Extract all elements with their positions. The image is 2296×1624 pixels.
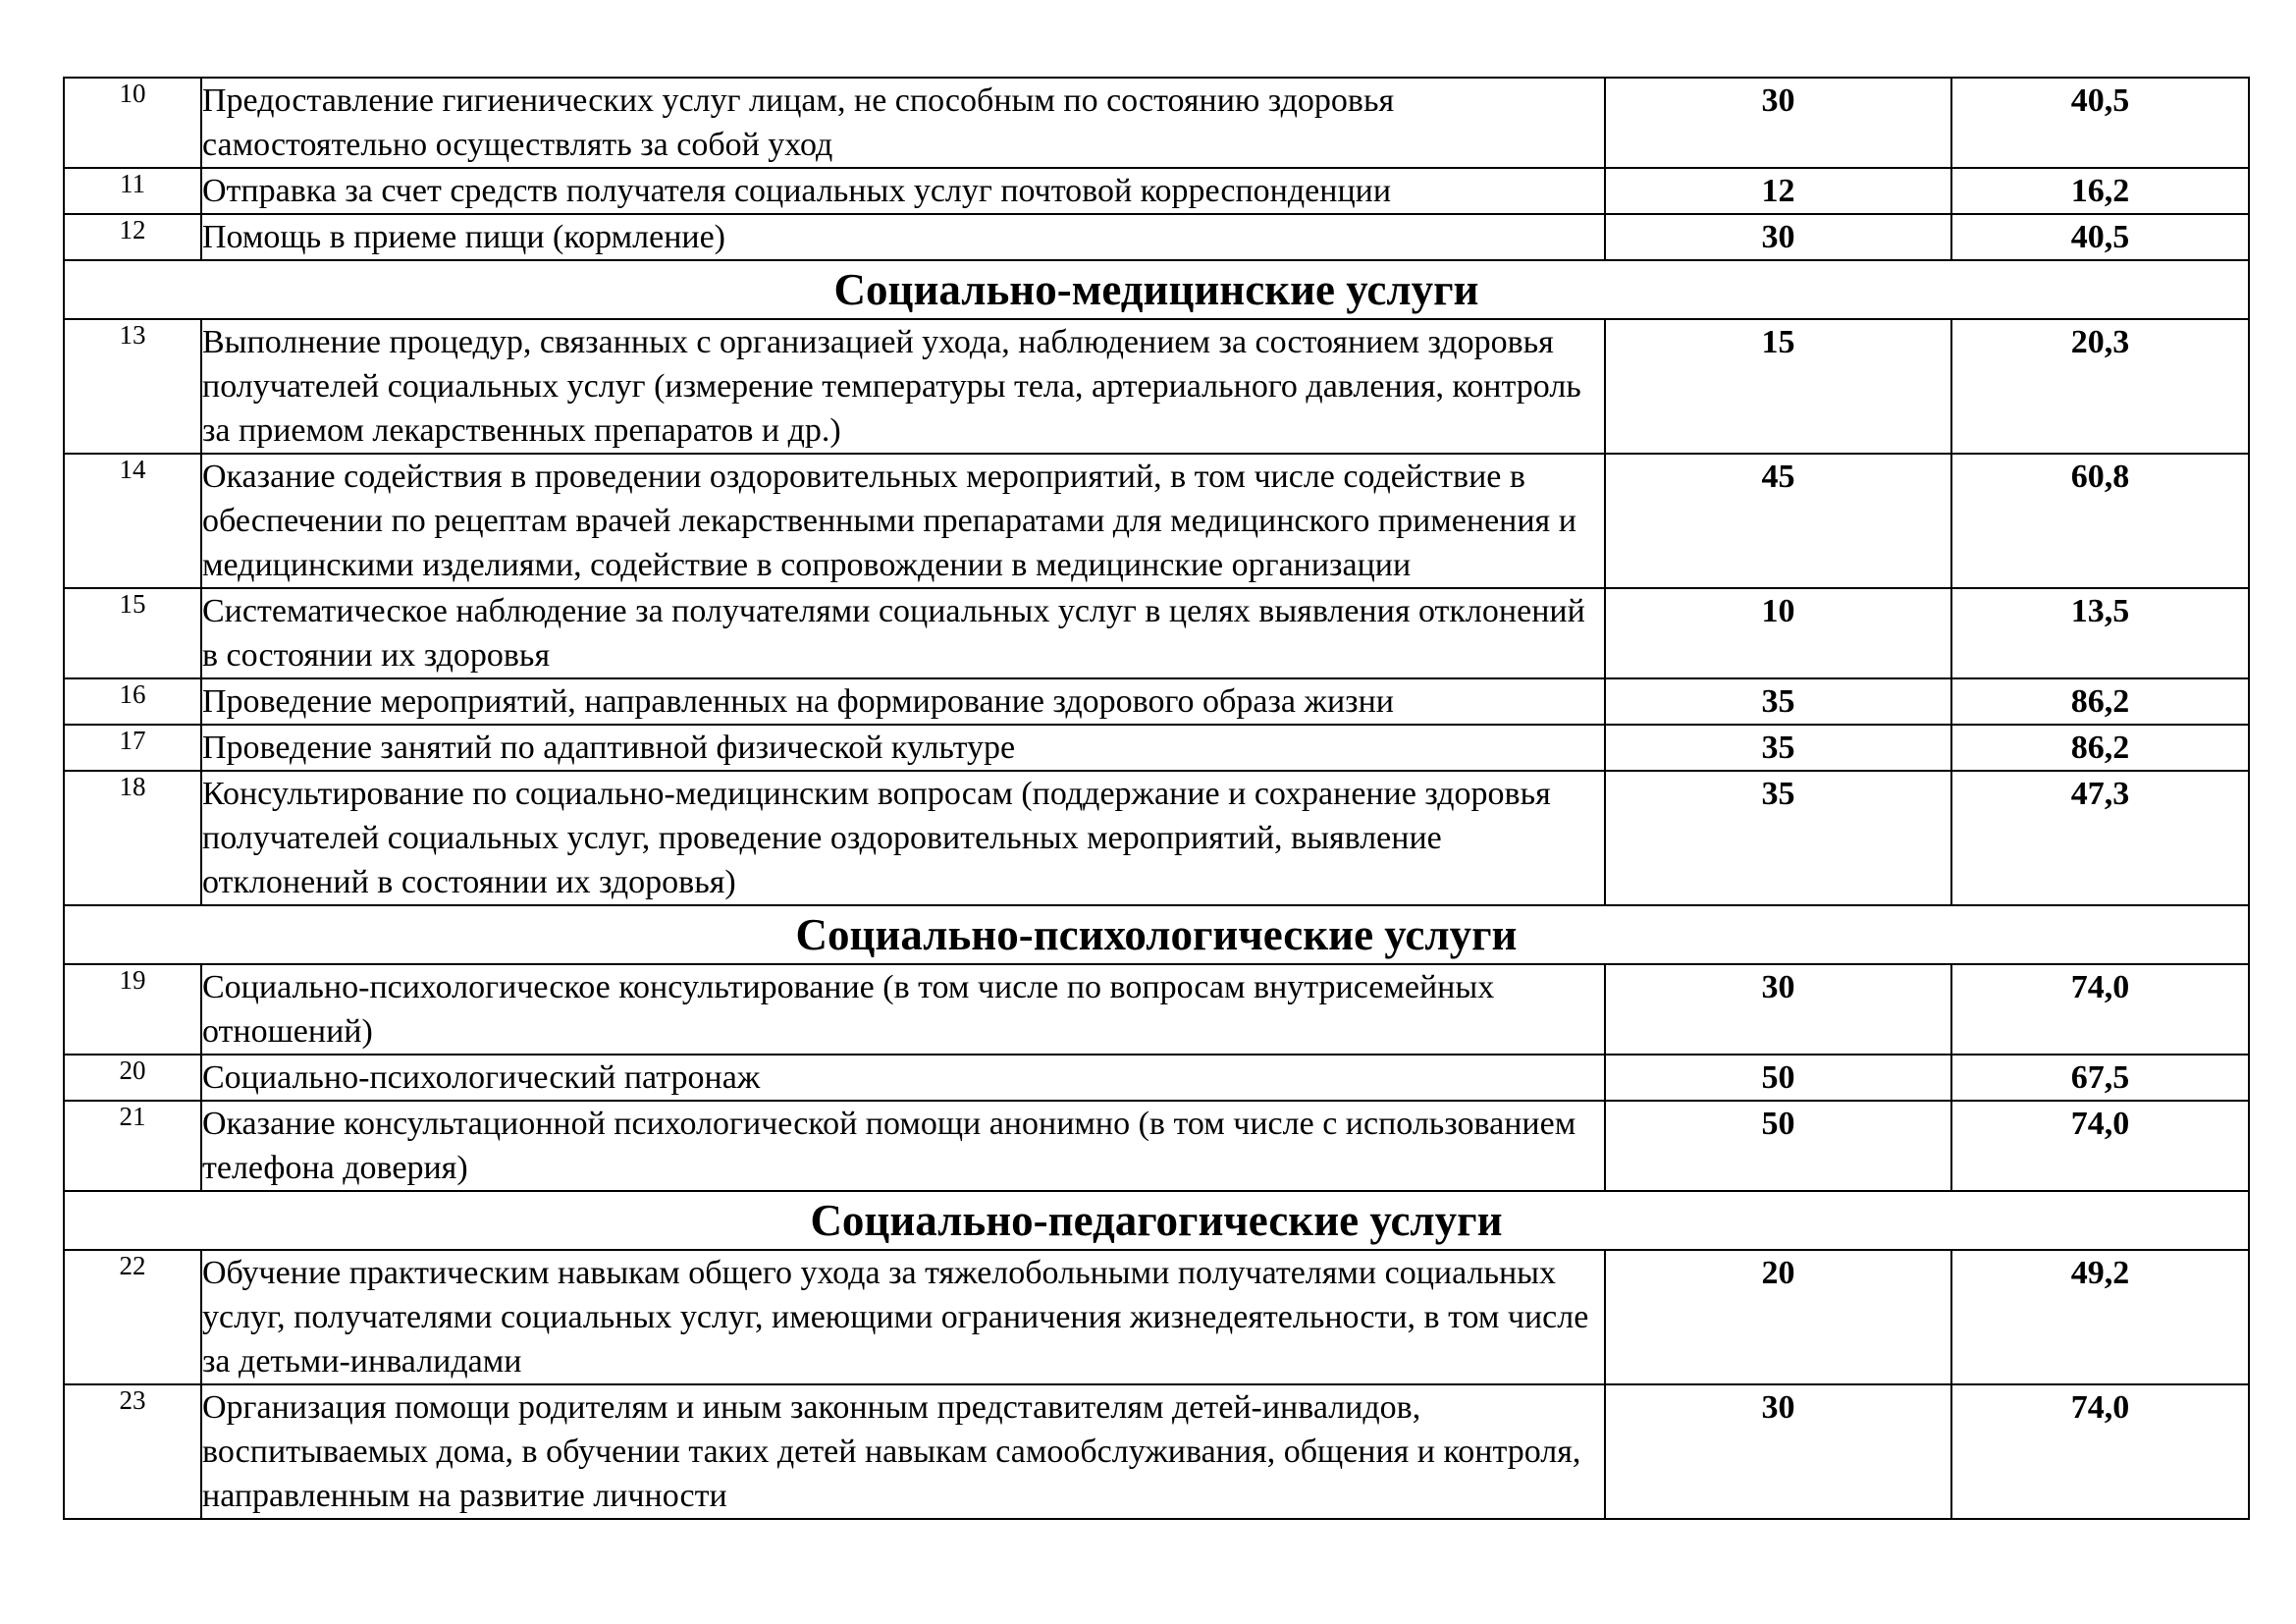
section-title: Социально-медицинские услуги: [64, 260, 2249, 319]
table-row: [64, 1055, 2249, 1101]
row-number: 19: [64, 964, 201, 1055]
table-row: [64, 319, 2249, 454]
service-name: Социально-психологический патронаж: [201, 1055, 1605, 1101]
price-value: 67,5: [1951, 1055, 2249, 1101]
row-number: 17: [64, 725, 201, 771]
price-value: 74,0: [1951, 1101, 2249, 1191]
section-header-row: [64, 260, 2249, 319]
time-norm-value: 30: [1605, 214, 1951, 260]
time-norm-value: 50: [1605, 1055, 1951, 1101]
row-number: 11: [64, 168, 201, 214]
table-row: [64, 678, 2249, 725]
service-name: Обучение практическим навыкам общего ухода за тяжелобольными получателями социальных услуг, получателями социальных услуг, имеющими ограничения жизнедеятельности, в том числе за детьми-инвалидами: [201, 1250, 1605, 1384]
service-name: Помощь в приеме пищи (кормление): [201, 214, 1605, 260]
row-number: 21: [64, 1101, 201, 1191]
table-row: [64, 78, 2249, 168]
price-value: 13,5: [1951, 588, 2249, 678]
table-row: [64, 168, 2249, 214]
section-header-row: [64, 905, 2249, 964]
services-table: [63, 77, 2250, 1520]
time-norm-value: 10: [1605, 588, 1951, 678]
service-name: Проведение мероприятий, направленных на формирование здорового образа жизни: [201, 678, 1605, 725]
time-norm-value: 30: [1605, 964, 1951, 1055]
time-norm-value: 12: [1605, 168, 1951, 214]
price-value: 20,3: [1951, 319, 2249, 454]
table-row: [64, 214, 2249, 260]
row-number: 10: [64, 78, 201, 168]
service-name: Организация помощи родителям и иным законным представителям детей-инвалидов, воспитываемых дома, в обучении таких детей навыкам самообслуживания, общения и контроля, направленным на развитие личности: [201, 1384, 1605, 1519]
service-name: Социально-психологическое консультирование (в том числе по вопросам внутрисемейных отношений): [201, 964, 1605, 1055]
table-row: [64, 1250, 2249, 1384]
services-table-body: [64, 78, 2249, 1519]
price-value: 86,2: [1951, 725, 2249, 771]
table-row: [64, 588, 2249, 678]
table-row: [64, 964, 2249, 1055]
row-number: 23: [64, 1384, 201, 1519]
row-number: 13: [64, 319, 201, 454]
table-row: [64, 1384, 2249, 1519]
service-name: Оказание содействия в проведении оздоровительных мероприятий, в том числе содействие в обеспечении по рецептам врачей лекарственными препаратами для медицинского применения и медицинскими изделиями, содействие в сопровождении в медицинские организации: [201, 454, 1605, 588]
time-norm-value: 45: [1605, 454, 1951, 588]
row-number: 15: [64, 588, 201, 678]
service-name: Оказание консультационной психологической помощи анонимно (в том числе с использованием телефона доверия): [201, 1101, 1605, 1191]
section-title: Социально-педагогические услуги: [64, 1191, 2249, 1250]
table-row: [64, 725, 2249, 771]
row-number: 16: [64, 678, 201, 725]
section-header-row: [64, 1191, 2249, 1250]
service-name: Предоставление гигиенических услуг лицам, не способным по состоянию здоровья самостоятельно осуществлять за собой уход: [201, 78, 1605, 168]
price-value: 47,3: [1951, 771, 2249, 905]
price-value: 49,2: [1951, 1250, 2249, 1384]
price-value: 40,5: [1951, 78, 2249, 168]
time-norm-value: 15: [1605, 319, 1951, 454]
price-value: 60,8: [1951, 454, 2249, 588]
time-norm-value: 35: [1605, 771, 1951, 905]
table-row: [64, 454, 2249, 588]
time-norm-value: 30: [1605, 1384, 1951, 1519]
table-row: [64, 1101, 2249, 1191]
service-name: Выполнение процедур, связанных с организацией ухода, наблюдением за состоянием здоровья получателей социальных услуг (измерение температуры тела, артериального давления, контроль за приемом лекарственных препаратов и др.): [201, 319, 1605, 454]
section-title: Социально-психологические услуги: [64, 905, 2249, 964]
service-name: Консультирование по социально-медицинским вопросам (поддержание и сохранение здоровья получателей социальных услуг, проведение оздоровительных мероприятий, выявление отклонений в состоянии их здоровья): [201, 771, 1605, 905]
price-value: 74,0: [1951, 1384, 2249, 1519]
time-norm-value: 50: [1605, 1101, 1951, 1191]
service-name: Отправка за счет средств получателя социальных услуг почтовой корреспонденции: [201, 168, 1605, 214]
price-value: 74,0: [1951, 964, 2249, 1055]
time-norm-value: 35: [1605, 678, 1951, 725]
row-number: 18: [64, 771, 201, 905]
service-name: Проведение занятий по адаптивной физической культуре: [201, 725, 1605, 771]
service-name: Систематическое наблюдение за получателями социальных услуг в целях выявления отклонений в состоянии их здоровья: [201, 588, 1605, 678]
time-norm-value: 35: [1605, 725, 1951, 771]
row-number: 20: [64, 1055, 201, 1101]
price-value: 40,5: [1951, 214, 2249, 260]
price-value: 86,2: [1951, 678, 2249, 725]
row-number: 14: [64, 454, 201, 588]
time-norm-value: 20: [1605, 1250, 1951, 1384]
row-number: 22: [64, 1250, 201, 1384]
price-value: 16,2: [1951, 168, 2249, 214]
row-number: 12: [64, 214, 201, 260]
time-norm-value: 30: [1605, 78, 1951, 168]
table-row: [64, 771, 2249, 905]
